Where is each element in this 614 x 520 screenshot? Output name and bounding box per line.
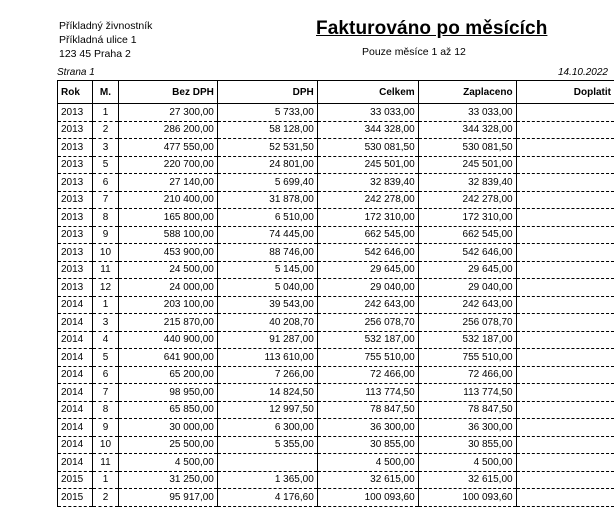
- cell-year: 2014: [58, 314, 93, 332]
- table-row: [58, 436, 614, 454]
- cell-month: 1: [92, 104, 118, 122]
- company-name: Příkladný živnostník: [59, 20, 153, 32]
- cell-net: 30 000,00: [118, 419, 217, 437]
- cell-paid: 532 187,00: [418, 331, 516, 349]
- cell-month: 11: [92, 261, 118, 279]
- cell-net: 24 500,00: [118, 261, 217, 279]
- cell-due: [516, 366, 614, 384]
- cell-net: 27 300,00: [118, 104, 217, 122]
- cell-net: 588 100,00: [118, 226, 217, 244]
- company-city: 123 45 Praha 2: [59, 48, 131, 60]
- cell-due: [516, 454, 614, 472]
- cell-year: 2014: [58, 384, 93, 402]
- cell-vat: 58 128,00: [217, 121, 317, 139]
- cell-year: 2013: [58, 261, 93, 279]
- cell-due: [516, 489, 614, 507]
- cell-month: 6: [92, 174, 118, 192]
- table-row: [58, 401, 614, 419]
- table-row: [58, 314, 614, 332]
- cell-total: 32 615,00: [317, 471, 418, 489]
- cell-paid: 242 643,00: [418, 296, 516, 314]
- cell-total: 662 545,00: [317, 226, 418, 244]
- cell-total: 344 328,00: [317, 121, 418, 139]
- cell-month: 1: [92, 471, 118, 489]
- table-row: [58, 489, 614, 507]
- cell-paid: 172 310,00: [418, 209, 516, 227]
- cell-month: 5: [92, 156, 118, 174]
- cell-vat: 6 510,00: [217, 209, 317, 227]
- table-row: [58, 104, 614, 122]
- table-row: [58, 156, 614, 174]
- cell-vat: 24 801,00: [217, 156, 317, 174]
- cell-total: 256 078,70: [317, 314, 418, 332]
- cell-vat: 88 746,00: [217, 244, 317, 262]
- cell-month: 3: [92, 139, 118, 157]
- cell-due: [516, 209, 614, 227]
- column-header-vat: DPH: [217, 81, 317, 104]
- cell-vat: 1 365,00: [217, 471, 317, 489]
- cell-net: 641 900,00: [118, 349, 217, 367]
- cell-paid: 530 081,50: [418, 139, 516, 157]
- cell-month: 9: [92, 226, 118, 244]
- cell-due: [516, 331, 614, 349]
- cell-vat: [217, 454, 317, 472]
- cell-net: 286 200,00: [118, 121, 217, 139]
- cell-month: 9: [92, 419, 118, 437]
- cell-paid: 36 300,00: [418, 419, 516, 437]
- cell-paid: 4 500,00: [418, 454, 516, 472]
- table-row: [58, 331, 614, 349]
- cell-due: [516, 384, 614, 402]
- cell-year: 2014: [58, 296, 93, 314]
- invoice-table: [57, 80, 614, 507]
- cell-due: [516, 314, 614, 332]
- cell-vat: 5 355,00: [217, 436, 317, 454]
- cell-vat: 14 824,50: [217, 384, 317, 402]
- company-address: [59, 19, 152, 61]
- cell-year: 2014: [58, 349, 93, 367]
- cell-net: 95 917,00: [118, 489, 217, 507]
- cell-vat: 5 699,40: [217, 174, 317, 192]
- cell-total: 172 310,00: [317, 209, 418, 227]
- cell-paid: 242 278,00: [418, 191, 516, 209]
- cell-due: [516, 349, 614, 367]
- cell-paid: 29 645,00: [418, 261, 516, 279]
- cell-year: 2014: [58, 366, 93, 384]
- cell-month: 8: [92, 401, 118, 419]
- cell-total: 245 501,00: [317, 156, 418, 174]
- cell-net: 165 800,00: [118, 209, 217, 227]
- cell-total: 4 500,00: [317, 454, 418, 472]
- cell-net: 25 500,00: [118, 436, 217, 454]
- cell-month: 10: [92, 436, 118, 454]
- table-row: [58, 279, 614, 297]
- cell-due: [516, 156, 614, 174]
- cell-net: 31 250,00: [118, 471, 217, 489]
- cell-month: 6: [92, 366, 118, 384]
- cell-total: 36 300,00: [317, 419, 418, 437]
- cell-total: 78 847,50: [317, 401, 418, 419]
- cell-vat: 52 531,50: [217, 139, 317, 157]
- cell-due: [516, 471, 614, 489]
- cell-vat: 113 610,00: [217, 349, 317, 367]
- cell-vat: 40 208,70: [217, 314, 317, 332]
- cell-net: 203 100,00: [118, 296, 217, 314]
- cell-total: 542 646,00: [317, 244, 418, 262]
- cell-year: 2015: [58, 471, 93, 489]
- table-row: [58, 121, 614, 139]
- column-header-year: Rok: [58, 81, 93, 104]
- company-street: Příkladná ulice 1: [59, 34, 137, 46]
- cell-month: 10: [92, 244, 118, 262]
- cell-month: 2: [92, 489, 118, 507]
- page-number: Strana 1: [57, 67, 95, 78]
- table-row: [58, 471, 614, 489]
- cell-due: [516, 436, 614, 454]
- cell-year: 2014: [58, 436, 93, 454]
- cell-year: 2013: [58, 279, 93, 297]
- table-row: [58, 384, 614, 402]
- cell-vat: 5 145,00: [217, 261, 317, 279]
- cell-month: 8: [92, 209, 118, 227]
- report-subtitle: Pouze měsíce 1 až 12: [362, 46, 466, 58]
- cell-paid: 29 040,00: [418, 279, 516, 297]
- cell-vat: 39 543,00: [217, 296, 317, 314]
- cell-net: 65 200,00: [118, 366, 217, 384]
- cell-net: 27 140,00: [118, 174, 217, 192]
- cell-paid: 245 501,00: [418, 156, 516, 174]
- cell-year: 2015: [58, 489, 93, 507]
- cell-vat: 7 266,00: [217, 366, 317, 384]
- cell-month: 3: [92, 314, 118, 332]
- report-title: Fakturováno po měsících: [316, 18, 548, 39]
- cell-due: [516, 244, 614, 262]
- cell-net: 440 900,00: [118, 331, 217, 349]
- cell-paid: 755 510,00: [418, 349, 516, 367]
- cell-total: 242 278,00: [317, 191, 418, 209]
- column-header-month: M.: [92, 81, 118, 104]
- cell-net: 65 850,00: [118, 401, 217, 419]
- cell-total: 29 040,00: [317, 279, 418, 297]
- cell-due: [516, 261, 614, 279]
- cell-paid: 32 839,40: [418, 174, 516, 192]
- table-row: [58, 261, 614, 279]
- cell-paid: 33 033,00: [418, 104, 516, 122]
- cell-due: [516, 401, 614, 419]
- table-row: [58, 419, 614, 437]
- cell-paid: 113 774,50: [418, 384, 516, 402]
- table-header-row: [58, 81, 614, 104]
- cell-vat: 5 040,00: [217, 279, 317, 297]
- cell-due: [516, 279, 614, 297]
- cell-total: 755 510,00: [317, 349, 418, 367]
- column-header-paid: Zaplaceno: [418, 81, 516, 104]
- table-row: [58, 139, 614, 157]
- cell-year: 2013: [58, 174, 93, 192]
- cell-net: 215 870,00: [118, 314, 217, 332]
- cell-paid: 662 545,00: [418, 226, 516, 244]
- column-header-due: Doplatit: [516, 81, 614, 104]
- cell-vat: 74 445,00: [217, 226, 317, 244]
- table-row: [58, 174, 614, 192]
- table-row: [58, 191, 614, 209]
- table-row: [58, 226, 614, 244]
- cell-net: 4 500,00: [118, 454, 217, 472]
- cell-total: 532 187,00: [317, 331, 418, 349]
- cell-due: [516, 191, 614, 209]
- cell-month: 2: [92, 121, 118, 139]
- cell-vat: 5 733,00: [217, 104, 317, 122]
- cell-year: 2013: [58, 209, 93, 227]
- cell-month: 7: [92, 191, 118, 209]
- cell-year: 2013: [58, 156, 93, 174]
- cell-month: 12: [92, 279, 118, 297]
- cell-paid: 32 615,00: [418, 471, 516, 489]
- table-row: [58, 296, 614, 314]
- cell-year: 2013: [58, 104, 93, 122]
- cell-month: 1: [92, 296, 118, 314]
- cell-total: 29 645,00: [317, 261, 418, 279]
- cell-due: [516, 419, 614, 437]
- cell-vat: 31 878,00: [217, 191, 317, 209]
- cell-due: [516, 296, 614, 314]
- cell-net: 453 900,00: [118, 244, 217, 262]
- cell-total: 33 033,00: [317, 104, 418, 122]
- cell-month: 11: [92, 454, 118, 472]
- cell-year: 2013: [58, 244, 93, 262]
- table-row: [58, 366, 614, 384]
- cell-due: [516, 121, 614, 139]
- cell-month: 4: [92, 331, 118, 349]
- cell-vat: 91 287,00: [217, 331, 317, 349]
- table-row: [58, 209, 614, 227]
- cell-year: 2014: [58, 331, 93, 349]
- cell-month: 7: [92, 384, 118, 402]
- print-date: 14.10.2022: [557, 67, 608, 78]
- cell-year: 2013: [58, 191, 93, 209]
- cell-net: 24 000,00: [118, 279, 217, 297]
- cell-total: 530 081,50: [317, 139, 418, 157]
- cell-year: 2014: [58, 401, 93, 419]
- table-row: [58, 244, 614, 262]
- cell-total: 32 839,40: [317, 174, 418, 192]
- column-header-total: Celkem: [317, 81, 418, 104]
- cell-net: 220 700,00: [118, 156, 217, 174]
- cell-paid: 256 078,70: [418, 314, 516, 332]
- cell-paid: 78 847,50: [418, 401, 516, 419]
- column-header-net: Bez DPH: [118, 81, 217, 104]
- table-row: [58, 349, 614, 367]
- cell-paid: 344 328,00: [418, 121, 516, 139]
- cell-total: 113 774,50: [317, 384, 418, 402]
- cell-vat: 12 997,50: [217, 401, 317, 419]
- cell-vat: 4 176,60: [217, 489, 317, 507]
- cell-year: 2013: [58, 139, 93, 157]
- cell-total: 30 855,00: [317, 436, 418, 454]
- cell-paid: 100 093,60: [418, 489, 516, 507]
- cell-year: 2014: [58, 419, 93, 437]
- cell-net: 210 400,00: [118, 191, 217, 209]
- cell-paid: 542 646,00: [418, 244, 516, 262]
- cell-total: 100 093,60: [317, 489, 418, 507]
- cell-year: 2014: [58, 454, 93, 472]
- table-body: [58, 104, 614, 507]
- cell-due: [516, 174, 614, 192]
- cell-paid: 72 466,00: [418, 366, 516, 384]
- cell-due: [516, 139, 614, 157]
- cell-paid: 30 855,00: [418, 436, 516, 454]
- cell-net: 477 550,00: [118, 139, 217, 157]
- cell-year: 2013: [58, 226, 93, 244]
- cell-due: [516, 104, 614, 122]
- table-row: [58, 454, 614, 472]
- cell-month: 5: [92, 349, 118, 367]
- cell-total: 242 643,00: [317, 296, 418, 314]
- cell-net: 98 950,00: [118, 384, 217, 402]
- cell-vat: 6 300,00: [217, 419, 317, 437]
- cell-total: 72 466,00: [317, 366, 418, 384]
- cell-due: [516, 226, 614, 244]
- cell-year: 2013: [58, 121, 93, 139]
